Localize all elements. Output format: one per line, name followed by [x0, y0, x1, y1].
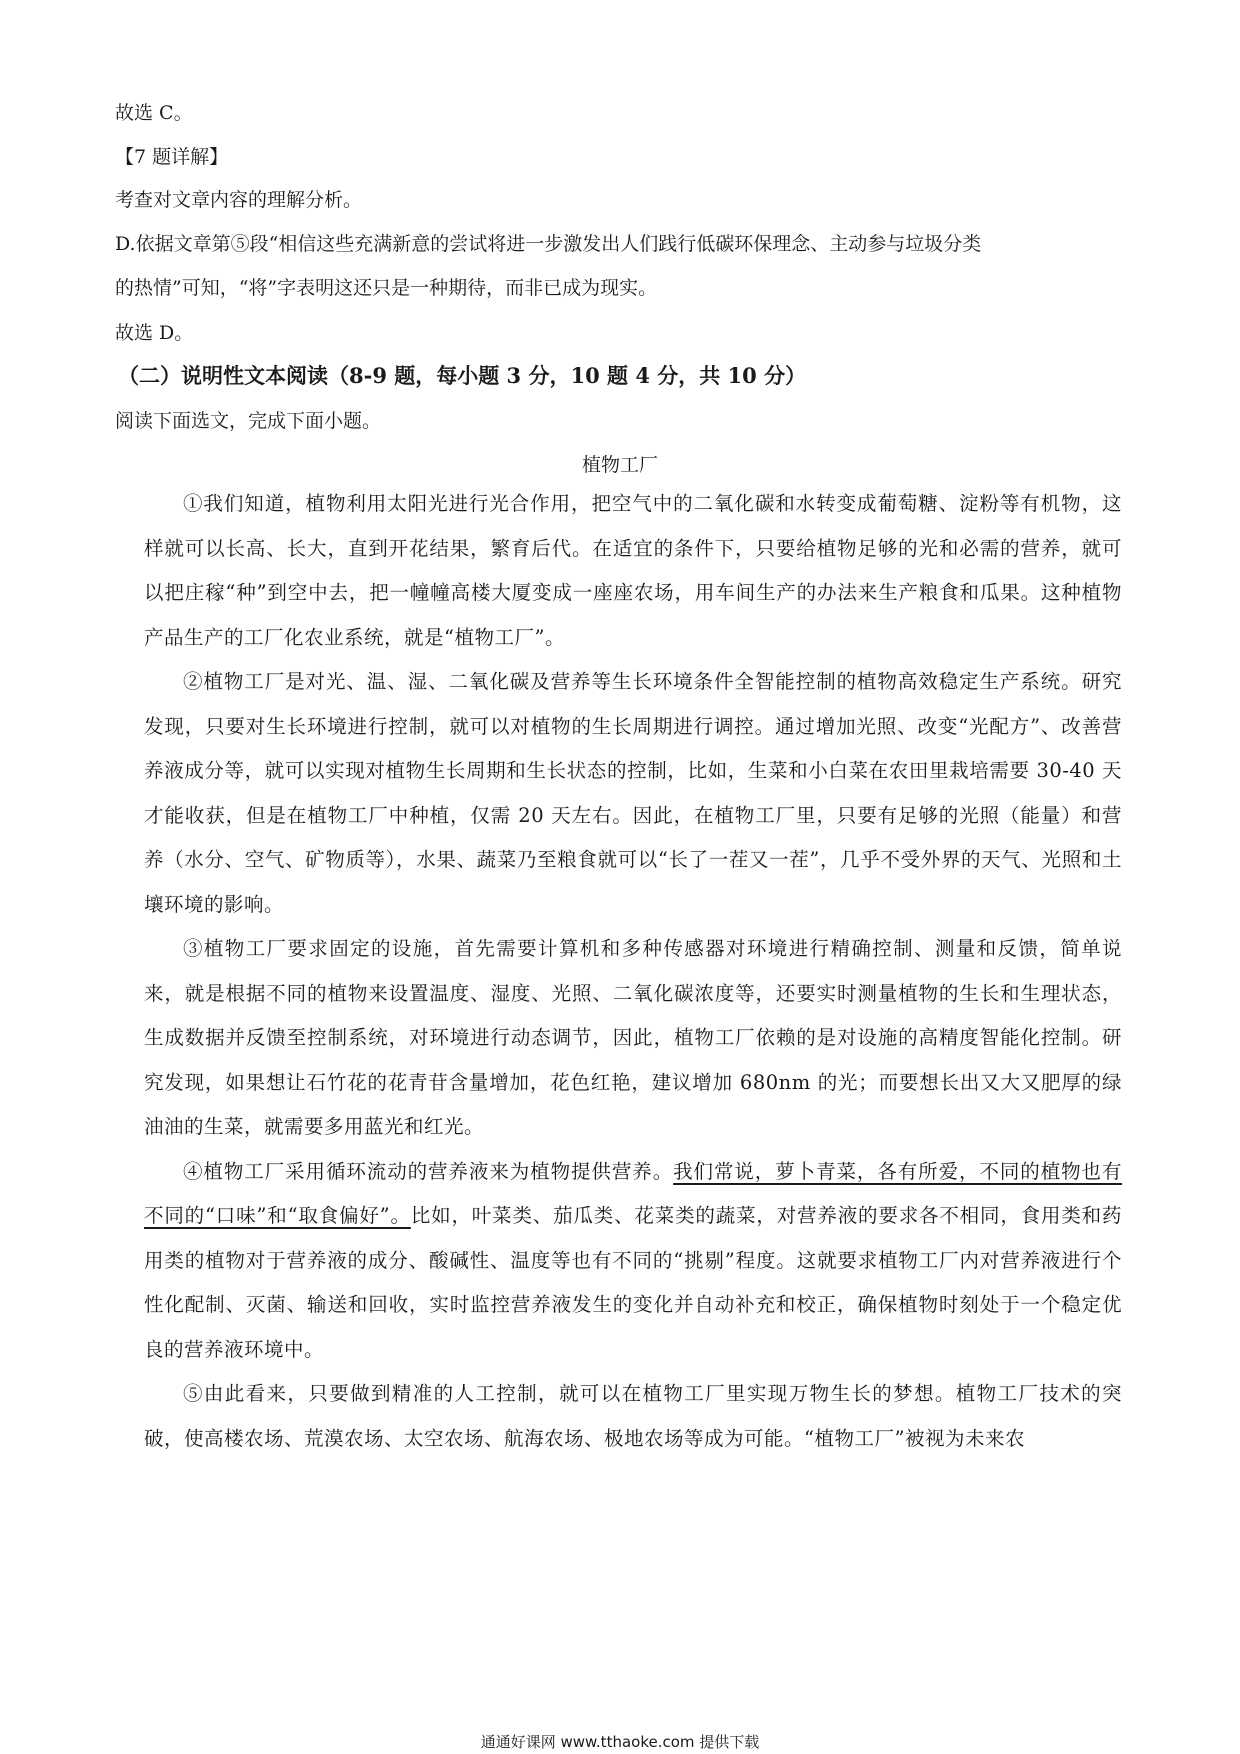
reading-instruction: 阅读下面选文，完成下面小题。: [115, 410, 382, 432]
answer-line-conclusion-d: 故选 D。: [115, 322, 194, 344]
article-paragraph-2: ②植物工厂是对光、温、湿、二氧化碳及营养等生长环境条件全智能控制的植物高效稳定生产系统。研究发现，只要对生长环境进行控制，就可以对植物的生长周期进行调控。通过增加光照、改变“光配方”、改善营养液成分等，就可以实现对植物生长周期和生长状态的控制，比如，生菜和小白菜在农田里栽培需要 30-40 天才能收获，但是在植物工厂中种植，仅需 20 天左右。因此，在植物工厂里，只要有足够的光照（能量）和营养（水分、空气、矿物质等），水果、蔬菜乃至粮食就可以“长了一茬又一茬”，几乎不受外界的天气、光照和土壤环境的影响。: [144, 670, 1122, 916]
footer-watermark: 通通好课网 www.tthaoke.com 提供下载: [480, 1733, 760, 1751]
article-paragraph-3: ③植物工厂要求固定的设施，首先需要计算机和多种传感器对环境进行精确控制、测量和反馈，简单说来，就是根据不同的植物来设置温度、湿度、光照、二氧化碳浓度等，还要实时测量植物的生长和生理状态，生成数据并反馈至控制系统，对环境进行动态调节，因此，植物工厂依赖的是对设施的高精度智能化控制。研究发现，如果想让石竹花的花青苷含量增加，花色红艳，建议增加 680nm 的光；而要想长出又大又肥厚的绿油油的生菜，就需要多用蓝光和红光。: [144, 937, 1122, 1138]
section-heading: （二）说明性文本阅读（8-9 题，每小题 3 分，10 题 4 分，共 10 分）: [118, 363, 807, 388]
paragraph-4-opening: ④植物工厂采用循环流动的营养液来为植物提供营养。: [183, 1159, 674, 1183]
article-paragraph-5: ⑤由此看来，只要做到精准的人工控制，就可以在植物工厂里实现万物生长的梦想。植物工厂技术的突破，使高楼农场、荒漠农场、太空农场、航海农场、极地农场等成为可能。“植物工厂”被视为未来农: [144, 1382, 1122, 1450]
answer-line-q7-focus: 考查对文章内容的理解分析。: [115, 189, 363, 211]
answer-line-q7-explanation-1: D.依据文章第⑤段“相信这些充满新意的尝试将进一步激发出人们践行低碳环保理念、主动参与垃圾分类: [115, 233, 982, 255]
answer-line-q7-explanation-2: 的热情”可知，“将”字表明这还只是一种期待，而非已成为现实。: [115, 277, 658, 299]
underlined-sentence: 我们常说，萝卜青菜，各有所爱，不同的植物也有不同的“口味”和“取食偏好”。: [144, 1159, 1122, 1227]
article-paragraph-4: [144, 1150, 1122, 1373]
paragraph-4-remainder: 比如，叶菜类、茄瓜类、花菜类的蔬菜，对营养液的要求各不相同，食用类和药用类的植物对于营养液的成分、酸碱性、温度等也有不同的“挑剔”程度。这就要求植物工厂内对营养液进行个性化配制、灭菌、输送和回收，实时监控营养液发生的变化并自动补充和校正，确保植物时刻处于一个稳定优良的营养液环境中。: [144, 1204, 1122, 1361]
article-title: 植物工厂: [581, 454, 658, 476]
article-body: [144, 482, 1122, 1461]
article-paragraph-1: ①我们知道，植物利用太阳光进行光合作用，把空气中的二氧化碳和水转变成葡萄糖、淀粉等有机物，这样就可以长高、长大，直到开花结果，繁育后代。在适宜的条件下，只要给植物足够的光和必需的营养，就可以把庄稼“种”到空中去，把一幢幢高楼大厦变成一座座农场，用车间生产的办法来生产粮食和瓜果。这种植物产品生产的工厂化农业系统，就是“植物工厂”。: [144, 492, 1122, 649]
answer-line-conclusion-c: 故选 C。: [115, 102, 193, 124]
answer-heading-q7: 【7 题详解】: [115, 146, 229, 168]
